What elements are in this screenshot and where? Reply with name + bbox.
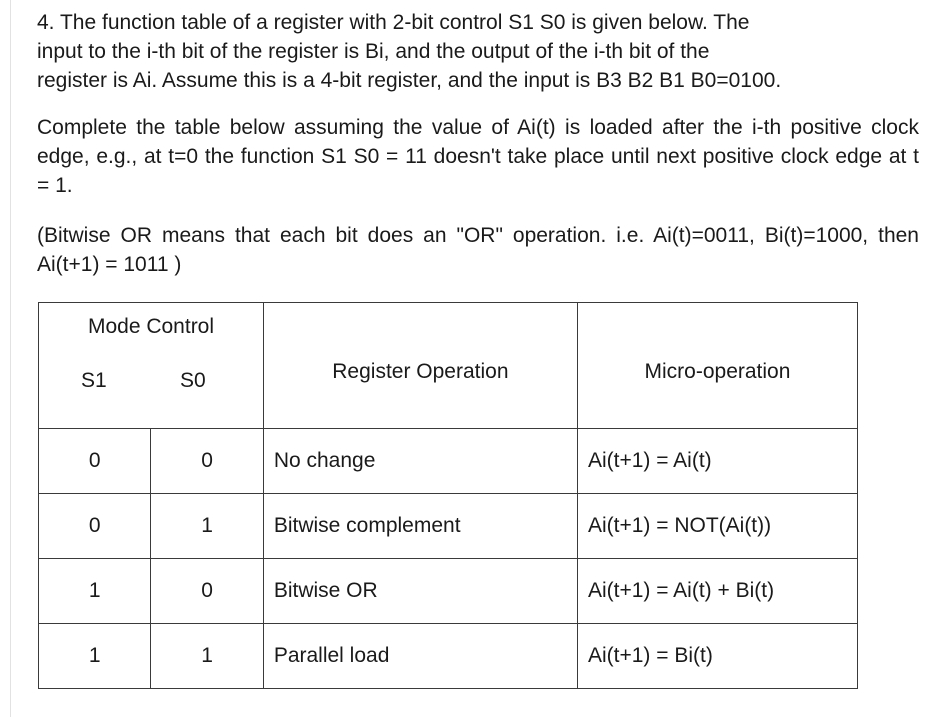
micro-operation-cell: Ai(t+1) = NOT(Ai(t))	[577, 494, 857, 559]
micro-operation-cell: Ai(t+1) = Bi(t)	[577, 624, 857, 689]
mode-control-header: Mode Control	[87, 315, 215, 338]
register-operation-cell: No change	[263, 429, 577, 494]
micro-operation-cell: Ai(t+1) = Ai(t)	[577, 429, 857, 494]
register-operation-header: Register Operation	[263, 303, 577, 429]
table-row	[39, 494, 858, 559]
question-intro-line-1: 4. The function table of a register with 2-bit control S1 S0 is given below. The	[37, 11, 750, 34]
question-note: (Bitwise OR means that each bit does an "OR" operation. i.e. Ai(t)=0011, Bi(t)=1000, then Ai(t+1) = 1011 )	[37, 224, 919, 276]
register-operation-cell: Bitwise complement	[263, 494, 577, 559]
question-instruction: Complete the table below assuming the value of Ai(t) is loaded after the i-th positive clock edge, e.g., at t=0 the function S1 S0 = 11 doesn't take place until next positive clock edge at t = 1.	[37, 116, 919, 197]
page-left-border	[10, 0, 11, 717]
s1-cell: 0	[39, 494, 151, 559]
function-table	[38, 302, 858, 689]
table-row	[39, 559, 858, 624]
question-intro-line-3: register is Ai. Assume this is a 4-bit register, and the input is B3 B2 B1 B0=0100.	[37, 69, 782, 92]
question-intro	[37, 8, 919, 95]
s0-cell: 1	[151, 624, 263, 689]
table-row	[39, 624, 858, 689]
s0-cell: 0	[151, 559, 263, 624]
question-intro-line-2: input to the i-th bit of the register is Bi, and the output of the i-th bit of the	[37, 40, 710, 63]
micro-operation-cell: Ai(t+1) = Ai(t) + Bi(t)	[577, 559, 857, 624]
micro-operation-header: Micro-operation	[577, 303, 857, 429]
table-row	[39, 429, 858, 494]
mode-control-header-cell	[39, 303, 264, 429]
register-operation-cell: Bitwise OR	[263, 559, 577, 624]
s1-cell: 0	[39, 429, 151, 494]
s0-cell: 1	[151, 494, 263, 559]
table-header-row	[39, 303, 858, 429]
s0-cell: 0	[151, 429, 263, 494]
register-operation-cell: Parallel load	[263, 624, 577, 689]
s1-cell: 1	[39, 559, 151, 624]
s1-header: S1	[81, 369, 107, 392]
s1-cell: 1	[39, 624, 151, 689]
s0-header: S0	[180, 369, 206, 392]
